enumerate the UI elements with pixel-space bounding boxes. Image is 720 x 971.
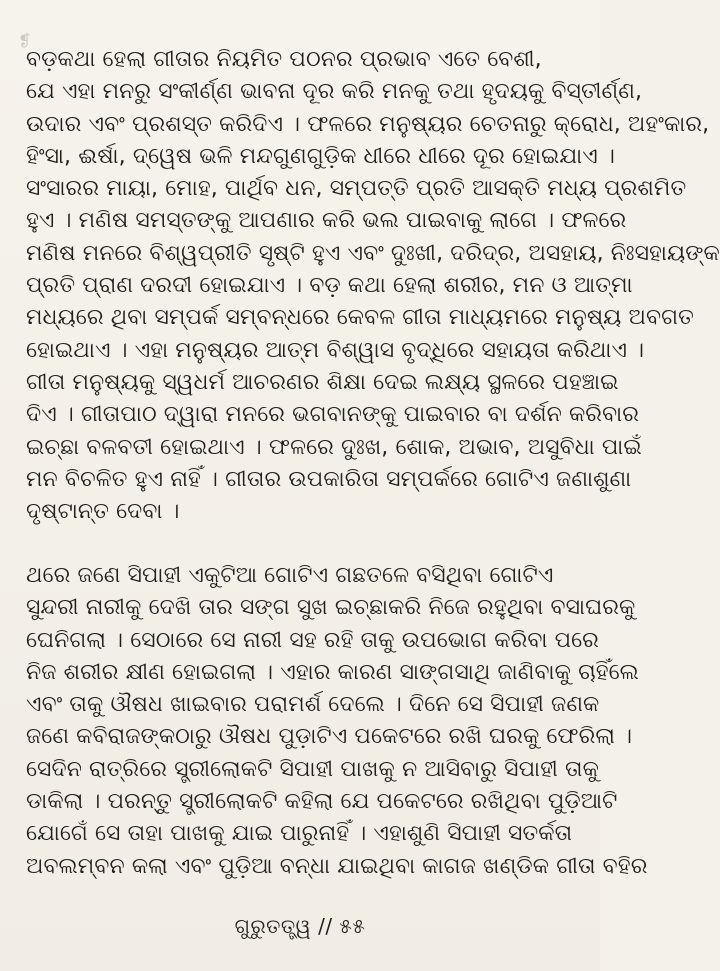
- paragraph-line: ମଧ୍ୟରେ ଥିବା ସମ୍ପର୍କ ସମ୍ବନ୍ଧରେ କେବଳ ଗୀତା ମାଧ୍ୟମରେ ମନୁଷ୍ୟ ଅବଗତ: [26, 305, 694, 331]
- paragraph-line: ମଣିଷ ମନରେ ବିଶ୍ୱପ୍ରୀତି ସୃଷ୍ଟି ହୁଏ ଏବଂ ଦୁଃଖୀ, ଦରିଦ୍ର, ଅସହାୟ, ନିଃସହାୟଙ୍କ: [26, 240, 720, 266]
- paragraph-line: ସେଦିନ ରାତ୍ରିରେ ସ୍ତ୍ରୀଲୋକଟି ସିପାହୀ ପାଖକୁ ନ ଆସିବାରୁ ସିପାହୀ ତାକୁ: [26, 756, 599, 782]
- paragraph-line: ସଂସାରର ମାୟା, ମୋହ, ପାର୍ଥିବ ଧନ, ସମ୍ପତ୍ତି ପ୍ରତି ଆସକ୍ତି ମଧ୍ୟ ପ୍ରଶମିତ: [26, 176, 687, 202]
- paragraph-line: ଏବଂ ତାକୁ ଔଷଧ ଖାଇବାର ପରାମର୍ଶ ଦେଲେ । ଦିନେ ସେ ସିପାହୀ ଜଣକ: [26, 692, 600, 718]
- paragraph-line: ହୋଇଥାଏ । ଏହା ମନୁଷ୍ୟର ଆତ୍ମ ବିଶ୍ୱାସ ବୃଦ୍ଧିରେ ସହାୟତା କରିଥାଏ ।: [26, 337, 645, 363]
- margin-mark-icon: ❡: [18, 31, 32, 50]
- paragraph-line: ଥରେ ଜଣେ ସିପାହୀ ଏକୁଟିଆ ଗୋଟିଏ ଗଛତଳେ ବସିଥିବା ଗୋଟିଏ: [26, 563, 554, 588]
- paragraph-line: ନିଜ ଶରୀର କ୍ଷୀଣ ହୋଇଗଲା । ଏହାର କାରଣ ସାଙ୍ଗସାଥି ଜାଣିବାକୁ ଚାହିଁଲେ: [26, 659, 639, 685]
- paragraph-2: [26, 560, 648, 883]
- paragraph-line: ଇଚ୍ଛା ବଳବତୀ ହୋଇଥାଏ । ଫଳରେ ଦୁଃଖ, ଶୋକ, ଅଭାବ, ଅସୁବିଧା ପାଇଁ: [26, 434, 642, 460]
- paragraph-line: ଯେ ଏହା ମନରୁ ସଂକୀର୍ଣ୍ଣ ଭାବନା ଦୂର କରି ମନକୁ ତଥା ହୃଦୟକୁ ବିସ୍ତୀର୍ଣ୍ଣ,: [26, 79, 643, 105]
- paragraph-line: ସୁନ୍ଦରୀ ନାରୀକୁ ଦେଖି ତାର ସଙ୍ଗ ସୁଖ ଇଚ୍ଛାକରି ନିଜେ ରହୁଥିବା ବସାଘରକୁ: [26, 595, 636, 621]
- paragraph-line: ବଡ଼କଥା ହେଲା ଗୀତାର ନିୟମିତ ପଠନର ପ୍ରଭାବ ଏତେ ବେଶୀ,: [26, 47, 542, 72]
- paragraph-1: [26, 44, 720, 528]
- paragraph-line: ହିଂସା, ଈର୍ଷା, ଦ୍ୱେଷ ଭଳି ମନ୍ଦଗୁଣଗୁଡ଼ିକ ଧୀରେ ଧୀରେ ଦୂର ହୋଇଯାଏ ।: [26, 143, 615, 169]
- paragraph-line: ଜଣେ କବିରାଜଙ୍କଠାରୁ ଔଷଧ ପୁଡ଼ାଟିଏ ପକେଟରେ ରଖି ଘରକୁ ଫେରିଲା ।: [26, 724, 633, 750]
- paragraph-line: ଘେନିଗଲା । ସେଠାରେ ସେ ନାରୀ ସହ ରହି ତାକୁ ଉପଭୋଗ କରିବା ପରେ: [26, 627, 599, 653]
- paragraph-line: ଉଦାର ଏବଂ ପ୍ରଶସ୍ତ କରିଦିଏ । ଫଳରେ ମନୁଷ୍ୟର ଚେତନାରୁ କ୍ରୋଧ, ଅହଂକାର,: [26, 111, 710, 137]
- paragraph-line: ଯୋଗେଁ ସେ ତାହା ପାଖକୁ ଯାଇ ପାରୁନାହିଁ । ଏହାଶୁଣି ସିପାହୀ ସତର୍କତା: [26, 821, 573, 847]
- paragraph-line: ଅବଲମ୍ବନ କଲା ଏବଂ ପୁଡ଼ିଆ ବନ୍ଧା ଯାଇଥିବା କାଗଜ ଖଣ୍ଡିକ ଗୀତା ବହିର: [26, 853, 648, 879]
- paragraph-line: ଦୃଷ୍ଟାନ୍ତ ଦେବା ।: [26, 499, 180, 525]
- paragraph-line: ଦିଏ । ଗୀତାପାଠ ଦ୍ୱାରା ମନରେ ଭଗବାନଙ୍କୁ ପାଇବାର ବା ଦର୍ଶନ କରିବାର: [26, 402, 639, 428]
- paragraph-line: ପ୍ରତି ପ୍ରାଣ ଦରଦୀ ହୋଇଯାଏ । ବଡ଼ କଥା ହେଲା ଶରୀର, ମନ ଓ ଆତ୍ମା: [26, 273, 633, 299]
- paragraph-line: ଗୀତା ମନୁଷ୍ୟକୁ ସ୍ୱଧର୍ମ ଆଚରଣର ଶିକ୍ଷା ଦେଇ ଲକ୍ଷ୍ୟ ସ୍ଥଳରେ ପହଞ୍ଚାଇ: [26, 369, 619, 395]
- paragraph-line: ହୁଏ । ମଣିଷ ସମସ୍ତଙ୍କୁ ଆପଣାର କରି ଭଲ ପାଇବାକୁ ଲାଗେ । ଫଳରେ: [26, 208, 627, 234]
- paragraph-line: ମନ ବିଚଳିତ ହୁଏ ନାହିଁ । ଗୀତାର ଉପକାରିତା ସମ୍ପର୍କରେ ଗୋଟିଏ ଜଣାଶୁଣା: [26, 466, 632, 492]
- paragraph-line: ଡାକିଲା । ପରନ୍ତୁ ସ୍ତ୍ରୀଲୋକଟି କହିଲା ଯେ ପକେଟରେ ରଖିଥିବା ପୁଡ଼ିଆଟି: [26, 789, 618, 815]
- page-footer: ଗୁରୁତତ୍ତ୍ୱ // ୫୫: [234, 914, 366, 938]
